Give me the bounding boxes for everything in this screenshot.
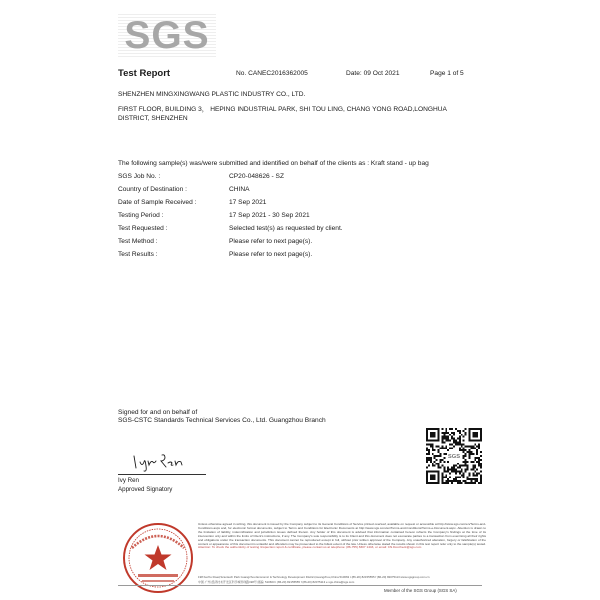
applicant-name: SHENZHEN MINGXINGWANG PLASTIC INDUSTRY CO., LTD. xyxy=(118,91,306,98)
field-label-country: Country of Destination : xyxy=(118,186,187,193)
sgs-logo-text: SGS xyxy=(124,14,210,57)
field-label-test-requested: Test Requested : xyxy=(118,225,168,232)
report-date: Date: 09 Oct 2021 xyxy=(346,70,400,77)
signed-on-behalf-line: Signed for and on behalf of xyxy=(118,409,198,416)
applicant-address-line1: FIRST FLOOR, BUILDING 3， HEPING INDUSTRIAL PARK, SHI TOU LING, CHANG YONG ROAD,LONGHUA xyxy=(118,106,447,113)
sgs-group-membership: Member of the SGS Group (SGS SA) xyxy=(384,588,457,593)
sgs-logo xyxy=(118,14,216,58)
applicant-address-line2: DISTRICT, SHENZHEN xyxy=(118,115,188,122)
field-value-test-results: Please refer to next page(s). xyxy=(229,251,313,258)
report-number: No. CANEC2016362005 xyxy=(236,70,308,77)
report-title: Test Report xyxy=(118,68,171,79)
signature-line xyxy=(118,474,206,475)
field-label-testing-period: Testing Period : xyxy=(118,212,164,219)
field-value-country: CHINA xyxy=(229,186,250,193)
footer-divider xyxy=(118,585,482,586)
signing-company: SGS-CSTC Standards Technical Services Co., Ltd. Guangzhou Branch xyxy=(118,417,326,424)
field-value-job-no: CP20-048626 - SZ xyxy=(229,173,284,180)
footer-address-en: 198 Kezhu Road,Scientech Park Guangzhou Economic & Technology Development District,Guangzhou,China 510663 t (86-20) 82155555 f (86-20) 82075113 www.sgsgroup.com.cn xyxy=(198,575,430,579)
page-indicator: Page 1 of 5 xyxy=(430,70,464,77)
official-seal-stamp xyxy=(118,518,198,598)
field-value-testing-period: 17 Sep 2021 - 30 Sep 2021 xyxy=(229,212,310,219)
authenticity-warning: Attention: To check the authenticity of testing /inspection report & certificate, please contact us at telephone: (86-755) 8307 1443, or email: CN.Doccheck@sgs.com xyxy=(198,545,422,550)
field-label-job-no: SGS Job No. : xyxy=(118,173,161,180)
handwritten-signature xyxy=(130,452,190,472)
field-label-test-results: Test Results : xyxy=(118,251,158,258)
footer-address-cn: 中国·广州·经济技术开发区科学城科珠路198号 邮编: 510663 t (86-20) 82155555 f (86-20) 82075113 e sgs.china@sgs.com xyxy=(198,580,355,584)
field-label-date-received: Date of Sample Received : xyxy=(118,199,197,206)
sample-intro: The following sample(s) was/were submitted and identified on behalf of the clients as : Kraft stand - up bag xyxy=(118,160,429,167)
field-value-date-received: 17 Sep 2021 xyxy=(229,199,267,206)
field-value-test-requested: Selected test(s) as requested by client. xyxy=(229,225,343,232)
field-value-test-method: Please refer to next page(s). xyxy=(229,238,313,245)
signatory-title: Approved Signatory xyxy=(118,486,173,493)
qr-center-label: SGS xyxy=(447,454,461,461)
field-label-test-method: Test Method : xyxy=(118,238,158,245)
qr-code[interactable] xyxy=(426,428,482,484)
signatory-name: Ivy Ren xyxy=(118,477,139,484)
terms-fine-print xyxy=(198,523,486,550)
terms-text: Unless otherwise agreed in writing, this document is issued by the Company subject to its General Conditions of Service printed overleaf, available on request or accessible at http://www.sgs.com/en/Terms-and-Conditions.aspx and, for electronic format documents, subject to Terms and Conditions for Electronic Documents at http://www.sgs.com/en/Terms-and-Conditions/Terms-e-Document.aspx. Attention is drawn to the limitation of liability, indemnification and jurisdiction issues defined therein. Any holder of this document is advised that information contained hereon reflects the Company's findings at the time of its intervention only and within the limits of Client's instructions, if any. The Company's sole responsibility is to its Client and this document does not exonerate parties to a transaction from exercising all their rights and obligations under the transaction documents. This document cannot be reproduced except in full, without prior written approval of the Company. Any unauthorized alteration, forgery or falsification of the content or appearance of this document is unlawful and offenders may be prosecuted to the fullest extent of the law. Unless otherwise stated the results shown in this test report refer only to the sample(s) tested. xyxy=(198,522,486,546)
